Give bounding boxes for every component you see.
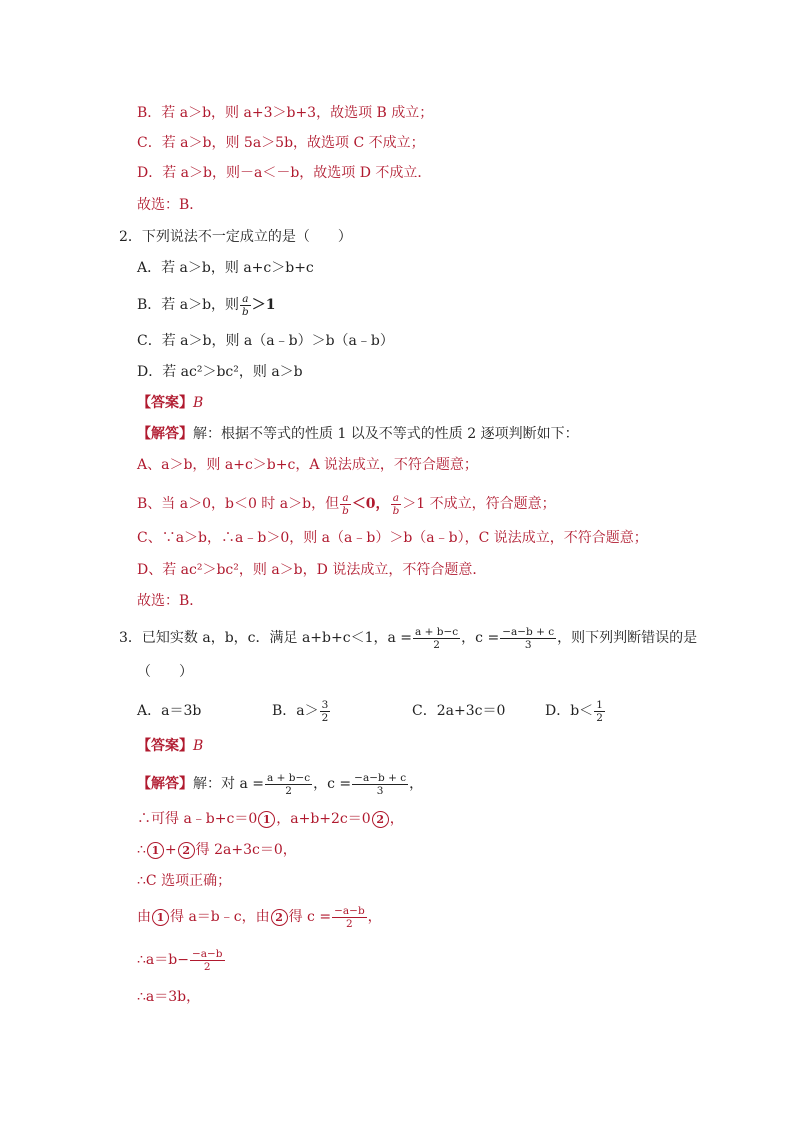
fraction-denominator: 2 xyxy=(433,638,440,651)
q2-option-b-prefix: B．若 a＞b，则 xyxy=(137,297,240,313)
step-text: ∴可得 a﹣b+c＝0 xyxy=(137,811,258,827)
q2-stem: 2．下列说法不一定成立的是（ ） xyxy=(119,229,352,245)
fraction-numerator: −a−b xyxy=(334,904,365,917)
q3-paren: （ ） xyxy=(137,664,193,680)
q3-stem-fraction-2 xyxy=(500,626,556,651)
fraction-denominator: 3 xyxy=(524,638,532,651)
step-fraction xyxy=(332,905,367,930)
fraction-numerator: 3 xyxy=(321,698,329,711)
solution-middle: ，c = xyxy=(313,776,352,792)
q3-option-b-fraction xyxy=(320,699,331,724)
circled-number-2: 2 xyxy=(372,811,389,828)
solution-fraction-2 xyxy=(352,772,408,797)
prev-selection: 故选：B． xyxy=(137,197,204,213)
q3-option-d xyxy=(545,698,606,724)
q3-step-3: ∴C 选项正确； xyxy=(137,873,232,889)
q3-stem-suffix: ，则下列判断错误的是 xyxy=(557,630,698,646)
step-fraction xyxy=(190,948,225,973)
fraction-numerator: a xyxy=(240,293,251,306)
q3-step-6: ∴a＝3b， xyxy=(137,989,201,1005)
prev-option-d: D．若 a＞b，则－a＜－b，故选项 D 不成立． xyxy=(137,165,432,181)
q2-solution-c: C、∵a＞b，∴a﹣b＞0，则 a（a﹣b）＞b（a﹣b），C 说法成立，不符合题意； xyxy=(137,530,648,546)
answer-value: B xyxy=(193,395,204,411)
fraction-denominator: 2 xyxy=(596,711,603,724)
q3-option-d-text: D．b＜ xyxy=(545,703,594,719)
q2-solution-d: D、若 ac²＞bc²，则 a＞b，D 说法成立，不符合题意． xyxy=(137,562,487,578)
prev-option-b: B．若 a＞b，则 a+3＞b+3，故选项 B 成立； xyxy=(137,105,434,121)
q2-option-b xyxy=(137,288,276,322)
q2-option-b-fraction xyxy=(240,293,251,318)
fraction-denominator: b xyxy=(342,504,349,517)
q2-solution-a: A、a＞b，则 a+c＞b+c，A 说法成立，不符合题意； xyxy=(137,457,478,473)
step-text: 由 xyxy=(137,909,151,925)
step-text: 得 c = xyxy=(288,909,332,925)
fraction-denominator: 2 xyxy=(321,711,329,724)
q3-option-a: A．a＝3b xyxy=(137,703,202,719)
fraction-denominator: b xyxy=(242,305,249,318)
fraction-denominator: 3 xyxy=(376,784,384,797)
q3-step-4 xyxy=(137,898,382,936)
solution-tag: 【解答】 xyxy=(137,426,193,442)
solution-b-middle: ＜0， xyxy=(351,496,390,512)
q2-solution-b xyxy=(137,487,556,521)
q3-answer xyxy=(137,736,203,756)
q3-step-2 xyxy=(137,840,297,860)
circled-number-1: 1 xyxy=(258,811,275,828)
q3-stem xyxy=(119,619,697,657)
q2-option-c: C．若 a＞b，则 a（a﹣b）＞b（a﹣b） xyxy=(137,333,394,349)
q3-options xyxy=(137,694,606,728)
fraction-numerator: 1 xyxy=(596,698,603,711)
solution-b-suffix: ＞1 不成立，符合题意； xyxy=(402,496,556,512)
fraction-numerator: a xyxy=(340,492,351,505)
q2-answer xyxy=(137,393,203,413)
fraction-numerator: −a−b + c xyxy=(354,771,407,784)
fraction-numerator: −a−b xyxy=(191,947,223,960)
step-text: ，a+b+2c＝0 xyxy=(276,811,371,827)
fraction-numerator: a + b−c xyxy=(266,771,311,784)
q3-option-b-text: B．a＞ xyxy=(272,703,319,719)
q3-stem-prefix: 3．已知实数 a，b，c．满足 a+b+c＜1，a = xyxy=(119,630,413,646)
step-text: 得 a＝b﹣c，由 xyxy=(170,909,270,925)
fraction-numerator: a + b−c xyxy=(415,625,459,638)
prev-option-c: C．若 a＞b，则 5a＞5b，故选项 C 不成立； xyxy=(137,135,425,151)
q3-step-1 xyxy=(137,809,404,829)
solution-tag: 【解答】 xyxy=(137,776,193,792)
solution-b-fraction-1 xyxy=(340,492,351,517)
step-text: ∴ xyxy=(137,842,146,858)
step-text: ∴a＝b− xyxy=(137,952,189,968)
q3-option-d-fraction xyxy=(594,699,605,724)
step-text: ， xyxy=(389,811,404,827)
fraction-numerator: a xyxy=(391,492,402,505)
solution-prefix: 解：对 a = xyxy=(193,776,264,792)
q2-solution xyxy=(137,424,579,444)
q3-solution xyxy=(137,765,423,803)
answer-tag: 【答案】 xyxy=(137,738,193,754)
answer-value: B xyxy=(193,738,204,754)
solution-text: 解：根据不等式的性质 1 以及不等式的性质 2 逐项判断如下： xyxy=(193,426,579,442)
step-text: 得 2a+3c＝0， xyxy=(195,842,297,858)
circled-number-2: 2 xyxy=(271,909,288,926)
solution-suffix: ， xyxy=(409,776,424,792)
circled-number-1: 1 xyxy=(147,842,164,859)
fraction-denominator: 2 xyxy=(203,960,211,973)
fraction-denominator: 2 xyxy=(285,784,292,797)
fraction-denominator: 2 xyxy=(346,917,353,930)
fraction-denominator: b xyxy=(392,504,400,517)
q2-option-b-suffix: ＞1 xyxy=(251,297,276,313)
q2-option-d: D．若 ac²＞bc²，则 a＞b xyxy=(137,364,303,380)
q3-stem-middle: ，c = xyxy=(461,630,500,646)
circled-number-1: 1 xyxy=(152,909,169,926)
q3-option-b xyxy=(272,694,412,728)
q2-selection: 故选：B． xyxy=(137,593,204,609)
circled-number-2: 2 xyxy=(178,842,195,859)
answer-tag: 【答案】 xyxy=(137,395,193,411)
solution-b-fraction-2 xyxy=(391,492,402,517)
q3-step-5 xyxy=(137,941,226,979)
q3-option-c: C．2a+3c＝0 xyxy=(412,703,506,719)
step-text: + xyxy=(164,842,177,858)
q3-stem-fraction-1 xyxy=(413,626,460,651)
solution-b-prefix: B、当 a＞0，b＜0 时 a＞b，但 xyxy=(137,496,340,512)
fraction-numerator: −a−b + c xyxy=(502,625,555,638)
step-text: ， xyxy=(367,909,382,925)
q2-option-a: A．若 a＞b，则 a+c＞b+c xyxy=(137,260,314,276)
solution-fraction-1 xyxy=(265,772,312,797)
